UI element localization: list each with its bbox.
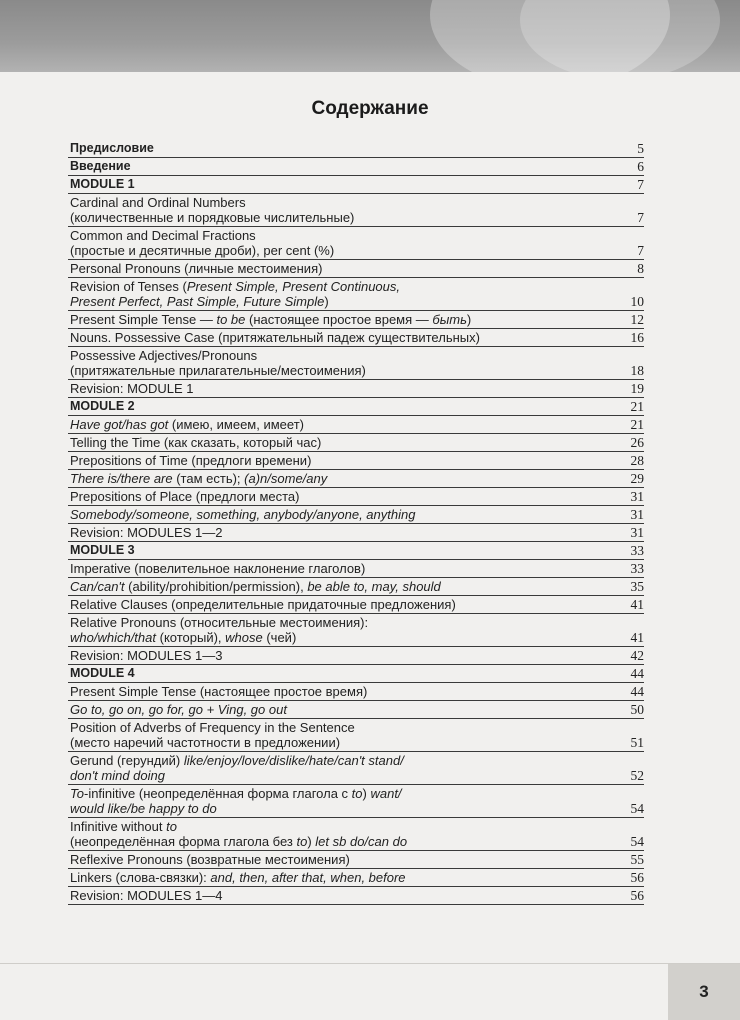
toc-entry-page: 35 [630,579,644,594]
toc-entry-title: MODULE 2 [70,399,135,413]
toc-entry-page: 21 [630,399,644,414]
toc-entry-title: Possessive Adjectives/Pronouns (притяжательные прилагательные/местоимения) [70,348,366,378]
toc-entry-title: Position of Adverbs of Frequency in the Sentence (место наречий частотности в предложении) [70,720,355,750]
toc-entry-page: 26 [630,435,644,450]
table-of-contents [68,140,644,905]
toc-entry-page: 7 [637,177,644,192]
toc-entry-page: 7 [637,210,644,225]
toc-entry-title: Prepositions of Place (предлоги места) [70,489,300,504]
page-number: 3 [668,964,740,1020]
toc-entry-page: 44 [630,666,644,681]
top-decorative-band [0,0,740,72]
divider [0,963,740,964]
toc-entry-title: Nouns. Possessive Case (притяжательный падеж существительных) [70,330,480,345]
toc-entry-title: Somebody/someone, something, anybody/anyone, anything [70,507,416,522]
toc-entry[interactable] [68,176,644,194]
toc-entry[interactable] [68,596,644,614]
toc-entry-title: Prepositions of Time (предлоги времени) [70,453,312,468]
toc-entry-title: Telling the Time (как сказать, который час) [70,435,322,450]
toc-entry-title: Relative Pronouns (относительные местоимения): who/which/that (который), whose (чей) [70,615,369,645]
toc-entry-page: 10 [630,294,644,309]
toc-entry-page: 16 [630,330,644,345]
toc-entry[interactable] [68,158,644,176]
toc-entry[interactable] [68,347,644,380]
toc-entry[interactable] [68,851,644,869]
toc-entry-page: 56 [630,870,644,885]
toc-entry-page: 18 [630,363,644,378]
toc-entry-page: 44 [630,684,644,699]
toc-entry[interactable] [68,488,644,506]
toc-entry[interactable] [68,398,644,416]
toc-entry-title: Common and Decimal Fractions (простые и десятичные дроби), per cent (%) [70,228,335,258]
toc-entry[interactable] [68,665,644,683]
toc-entry-title: Can/can't (ability/prohibition/permission), be able to, may, should [70,579,441,594]
toc-entry-title: Infinitive without to (неопределённая форма глагола без to) let sb do/can do [70,819,408,849]
toc-entry-page: 19 [630,381,644,396]
toc-entry-title: Go to, go on, go for, go + Ving, go out [70,702,287,717]
toc-entry-title: Imperative (повелительное наклонение глаголов) [70,561,366,576]
toc-entry[interactable] [68,227,644,260]
toc-entry-page: 50 [630,702,644,717]
toc-entry-title: MODULE 3 [70,543,135,557]
toc-entry-page: 56 [630,888,644,903]
toc-entry[interactable] [68,578,644,596]
toc-entry-title: Cardinal and Ordinal Numbers (количественные и порядковые числительные) [70,195,355,225]
toc-entry-title: There is/there are (там есть); (a)n/some/any [70,471,328,486]
toc-entry[interactable] [68,434,644,452]
toc-entry-page: 55 [630,852,644,867]
toc-entry-title: Предисловие [70,141,154,155]
toc-entry-title: Revision: MODULES 1—4 [70,888,223,903]
page-title: Содержание [311,98,429,119]
toc-entry[interactable] [68,524,644,542]
toc-entry-title: Present Simple Tense — to be (настоящее простое время — быть) [70,312,472,327]
toc-entry[interactable] [68,380,644,398]
toc-entry-title: Have got/has got (имею, имеем, имеет) [70,417,304,432]
toc-entry-title: Revision: MODULE 1 [70,381,194,396]
toc-entry[interactable] [68,614,644,647]
toc-entry-page: 33 [630,561,644,576]
toc-entry-page: 31 [630,525,644,540]
toc-entry-page: 8 [637,261,644,276]
toc-entry-title: Present Simple Tense (настоящее простое время) [70,684,368,699]
toc-entry[interactable] [68,506,644,524]
toc-entry[interactable] [68,278,644,311]
toc-entry-page: 54 [630,801,644,816]
toc-entry-page: 54 [630,834,644,849]
toc-entry-title: To-infinitive (неопределённая форма глагола с to) want/ would like/be happy to do [70,786,402,816]
toc-entry-page: 51 [630,735,644,750]
toc-entry[interactable] [68,260,644,278]
toc-entry-page: 28 [630,453,644,468]
toc-entry-page: 12 [630,312,644,327]
page [0,72,740,1020]
toc-entry-title: Введение [70,159,131,173]
toc-entry[interactable] [68,140,644,158]
toc-entry[interactable] [68,194,644,227]
toc-entry[interactable] [68,752,644,785]
toc-entry-page: 41 [630,630,644,645]
toc-entry-page: 41 [630,597,644,612]
toc-entry[interactable] [68,719,644,752]
toc-entry-page: 7 [637,243,644,258]
toc-entry[interactable] [68,329,644,347]
toc-entry[interactable] [68,818,644,851]
toc-entry[interactable] [68,470,644,488]
toc-entry[interactable] [68,647,644,665]
toc-entry-title: Relative Clauses (определительные придаточные предложения) [70,597,456,612]
toc-entry-title: Revision: MODULES 1—3 [70,648,223,663]
toc-entry[interactable] [68,887,644,905]
toc-entry[interactable] [68,542,644,560]
toc-entry[interactable] [68,560,644,578]
toc-entry[interactable] [68,416,644,434]
toc-entry-page: 52 [630,768,644,783]
toc-entry-title: MODULE 4 [70,666,135,680]
toc-entry-title: Revision of Tenses (Present Simple, Present Continuous, Present Perfect, Past Simple, Future Simple) [70,279,400,309]
toc-entry-page: 21 [630,417,644,432]
toc-entry[interactable] [68,701,644,719]
toc-entry-title: Reflexive Pronouns (возвратные местоимения) [70,852,350,867]
toc-entry[interactable] [68,785,644,818]
toc-entry-title: Revision: MODULES 1—2 [70,525,223,540]
toc-entry-page: 29 [630,471,644,486]
toc-entry-page: 31 [630,507,644,522]
toc-entry-title: MODULE 1 [70,177,135,191]
toc-entry-title: Gerund (герундий) like/enjoy/love/dislike/hate/can't stand/ don't mind doing [70,753,404,783]
toc-entry-page: 5 [637,141,644,156]
toc-entry-page: 31 [630,489,644,504]
toc-entry-page: 42 [630,648,644,663]
toc-entry-title: Personal Pronouns (личные местоимения) [70,261,323,276]
toc-entry[interactable] [68,452,644,470]
toc-entry-page: 6 [637,159,644,174]
toc-entry[interactable] [68,869,644,887]
toc-entry-page: 33 [630,543,644,558]
toc-entry[interactable] [68,311,644,329]
toc-entry[interactable] [68,683,644,701]
toc-entry-title: Linkers (слова-связки): and, then, after that, when, before [70,870,406,885]
